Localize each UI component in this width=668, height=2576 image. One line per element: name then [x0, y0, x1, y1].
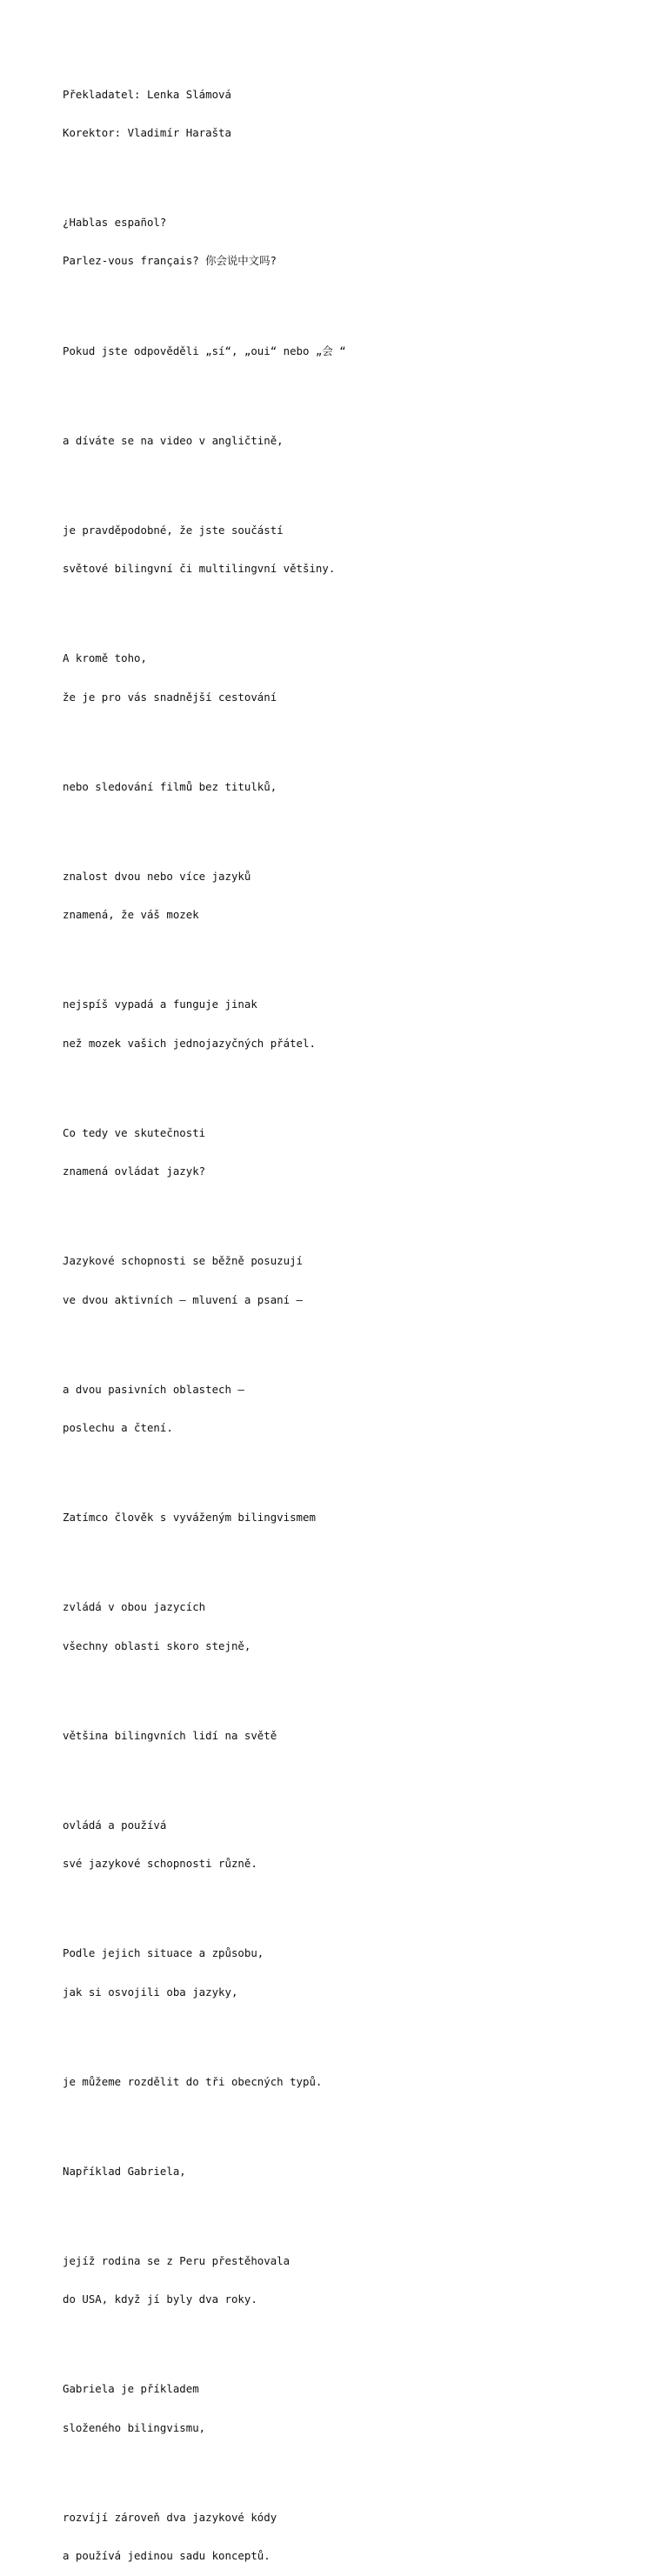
transcript-line: A kromě toho,	[63, 651, 147, 665]
transcript-line: Gabriela je příkladem	[63, 2382, 199, 2396]
transcript-line: Parlez-vous français? 你会说中文吗?	[63, 254, 277, 268]
transcript-line: a díváte se na video v angličtině,	[63, 433, 284, 447]
transcript-line: nejspíš vypadá a funguje jinak	[63, 998, 257, 1011]
transcript-line: že je pro vás snadnější cestování	[63, 690, 277, 704]
transcript-line: své jazykové schopnosti různě.	[63, 1857, 257, 1871]
transcript-line: a dvou pasivních oblastech –	[63, 1382, 244, 1396]
transcript-line: Podle jejich situace a způsobu,	[63, 1946, 264, 1960]
transcript-line: znamená, že váš mozek	[63, 908, 199, 922]
transcript-line: všechny oblasti skoro stejně,	[63, 1638, 251, 1652]
transcript-line: zvládá v obou jazycích	[63, 1600, 206, 1614]
transcript-line: ve dvou aktivních – mluvení a psaní –	[63, 1292, 304, 1306]
transcript-line: je můžeme rozdělit do tři obecných typů.	[63, 2074, 323, 2088]
reviewer-credit: Korektor: Vladimír Harašta	[63, 125, 231, 139]
transcript-line: znalost dvou nebo více jazyků	[63, 869, 251, 883]
transcript-line: ¿Hablas español?	[63, 216, 167, 230]
transcript-line: je pravděpodobné, že jste součástí	[63, 523, 284, 537]
transcript-line: než mozek vašich jednojazyčných přátel.	[63, 1036, 316, 1050]
transcript-line: Pokud jste odpověděli „sí“, „oui“ nebo „会 “	[63, 344, 346, 357]
transcript-line: do USA, když jí byly dva roky.	[63, 2292, 257, 2306]
transcript-line: Zatímco člověk s vyváženým bilingvismem	[63, 1511, 316, 1525]
transcript-line: Co tedy ve skutečnosti	[63, 1125, 206, 1139]
transcript-line: Jazykové schopnosti se běžně posuzují	[63, 1254, 304, 1268]
document-page	[63, 63, 637, 2576]
transcript-line: rozvíjí zároveň dva jazykové kódy	[63, 2510, 277, 2524]
transcript-line: a používá jedinou sadu konceptů.	[63, 2549, 271, 2563]
transcript-line: Například Gabriela,	[63, 2164, 186, 2178]
transcript-line: složeného bilingvismu,	[63, 2420, 206, 2434]
transcript-line: ovládá a používá	[63, 1818, 167, 1832]
transcript-line: většina bilingvních lidí na světě	[63, 1728, 277, 1742]
transcript-line: nebo sledování filmů bez titulků,	[63, 779, 277, 793]
transcript-line: znamená ovládat jazyk?	[63, 1165, 206, 1178]
transcript-line: jejíž rodina se z Peru přestěhovala	[63, 2253, 291, 2267]
transcript-line: světové bilingvní či multilingvní většiny.	[63, 562, 336, 576]
transcript-line: poslechu a čtení.	[63, 1420, 173, 1434]
transcript-line: jak si osvojili oba jazyky,	[63, 1985, 238, 1999]
translator-credit: Překladatel: Lenka Slámová	[63, 87, 231, 101]
